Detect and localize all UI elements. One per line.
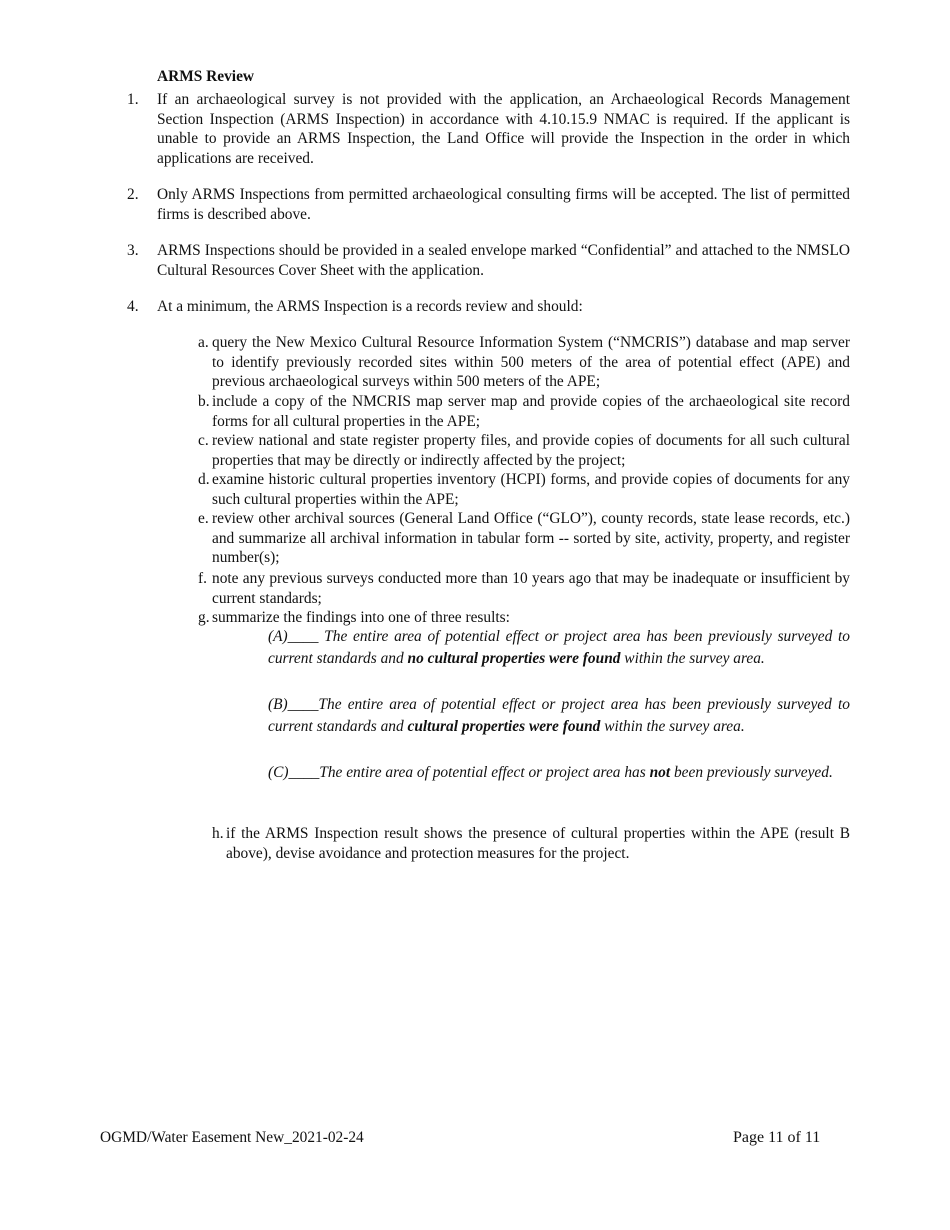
subitem-letter: b. — [198, 393, 210, 410]
item-number: 4. — [127, 298, 139, 315]
item-text: If an archaeological survey is not provided with the application, an Archaeological Records Management Section Inspection (ARMS Inspection) in accordance with 4.10.15.9 NMAC is required. If the applicant is unable to provide an ARMS Inspection, the Land Office will provide the Inspection in the order in which applications are received. — [157, 91, 850, 167]
result-text-end: been previously surveyed. — [670, 764, 833, 781]
subitem-f — [198, 569, 850, 608]
subitem-b — [198, 392, 850, 431]
result-a — [268, 626, 850, 671]
subitem-letter: c. — [198, 432, 209, 449]
numbered-item-2 — [127, 185, 850, 224]
subitem-c — [198, 431, 850, 470]
result-text-start: (C)____The entire area of potential effect or project area has — [268, 764, 650, 781]
subitem-h — [212, 824, 850, 863]
footer-page-number: Page 11 of 11 — [733, 1129, 821, 1146]
subitem-text: include a copy of the NMCRIS map server map and provide copies of the archaeological site record forms for all cultural properties in the APE; — [212, 393, 850, 430]
result-c — [268, 762, 850, 784]
item-text: Only ARMS Inspections from permitted archaeological consulting firms will be accepted. The list of permitted firms is described above. — [157, 186, 850, 223]
subitem-text: review national and state register property files, and provide copies of documents for all such cultural properties that may be directly or indirectly affected by the project; — [212, 432, 850, 469]
item-text: At a minimum, the ARMS Inspection is a records review and should: — [157, 298, 583, 315]
subitem-e — [198, 509, 850, 568]
subitem-text: if the ARMS Inspection result shows the presence of cultural properties within the APE (result B above), devise avoidance and protection measures for the project. — [226, 825, 850, 862]
subitem-text: examine historic cultural properties inventory (HCPI) forms, and provide copies of documents for any such cultural properties within the APE; — [212, 471, 850, 508]
subitem-letter: a. — [198, 334, 209, 351]
result-emphasis: not — [649, 764, 671, 781]
subitem-text: review other archival sources (General Land Office (“GLO”), county records, state lease records, etc.) and summarize all archival information in tabular form -- sorted by site, activity, property, and register number(s); — [212, 510, 850, 567]
result-text-end: within the survey area. — [600, 718, 745, 736]
subitem-text: query the New Mexico Cultural Resource Information System (“NMCRIS”) database and map server to identify previously recorded sites within 500 meters of the area of potential effect (APE) and previous archaeological surveys within 500 meters of the APE; — [212, 334, 850, 391]
item-text: ARMS Inspections should be provided in a sealed envelope marked “Confidential” and attached to the NMSLO Cultural Resources Cover Sheet with the application. — [157, 242, 850, 279]
item-number: 2. — [127, 186, 139, 203]
subitem-text: summarize the findings into one of three results: — [212, 609, 510, 626]
subitem-letter: d. — [198, 471, 210, 488]
item-number: 3. — [127, 242, 139, 259]
subitem-letter: h. — [212, 825, 224, 842]
result-text-end: within the survey area. — [620, 650, 765, 668]
subitem-letter: e. — [198, 510, 209, 527]
subitem-letter: g. — [198, 609, 210, 626]
numbered-item-3 — [127, 241, 850, 280]
numbered-item-4 — [127, 297, 850, 317]
subitem-letter: f. — [198, 570, 207, 587]
result-emphasis: no cultural properties were found — [407, 650, 621, 668]
subitem-a — [198, 333, 850, 392]
result-emphasis: cultural properties were found — [407, 718, 601, 736]
numbered-item-1 — [127, 90, 850, 168]
footer-document-id: OGMD/Water Easement New_2021-02-24 — [100, 1129, 364, 1146]
item-number: 1. — [127, 91, 139, 108]
subitem-text: note any previous surveys conducted more than 10 years ago that may be inadequate or insufficient by current standards; — [212, 570, 850, 607]
result-text-start: (B)____The entire area of potential effect or project area has been previously surveyed to current standards and — [268, 696, 850, 736]
result-b — [268, 694, 850, 739]
section-title: ARMS Review — [157, 68, 255, 85]
subitem-d — [198, 470, 850, 509]
result-text-start: (A)____ The entire area of potential effect or project area has been previously surveyed to current standards and — [268, 628, 850, 668]
subitem-g — [198, 608, 850, 628]
